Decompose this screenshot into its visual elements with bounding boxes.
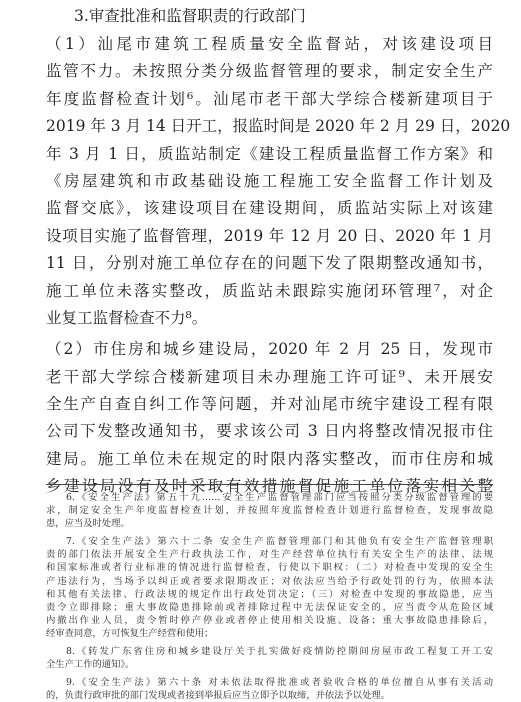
text-line: 乡建设局没有及时采取有效措施督促施工单位落实相关整 (46, 477, 493, 496)
paragraph-2 (46, 336, 493, 500)
footnote-6 (46, 491, 493, 530)
footnote-line: 求，制定安全生产年度监督检查计划，并按照年度监督检查计划进行监督检查，发现事故隐 (46, 505, 493, 517)
footnotes (46, 491, 493, 702)
section-heading: 3.审查批准和监督职责的行政部门 (74, 7, 306, 25)
footnote-line: 和国家标准或者行业标准的情况进行监督检查，行使以下职权：（二）对检查中发现的安全生 (46, 562, 493, 574)
body-text (46, 31, 511, 501)
text-line: （2）市住房和城乡建设局，2020 年 2 月 25 日，发现市 (46, 340, 493, 359)
text-line: 设项目实施了监督管理，2019 年 12 月 20 日、2020 年 1 月 (46, 226, 493, 245)
footnote-divider (46, 484, 493, 485)
text-line: 施工单位未落实整改，质监站未跟踪实施闭环管理⁷，对企 (46, 281, 493, 300)
text-line: 监管不力。未按照分类分级监督管理的要求，制定安全生产 (46, 62, 493, 81)
text-line: 11 日，分别对施工单位存在的问题下发了限期整改通知书， (46, 254, 493, 273)
text-line: 年 3 月 1 日，质监站制定《建设工程质量监督工作方案》和 (46, 144, 493, 163)
paragraph-1 (46, 31, 511, 332)
footnote-9 (46, 676, 493, 702)
text-line: 公司下发整改通知书，要求该公司 3 日内将整改情况报市住 (46, 422, 493, 441)
text-line: 2019 年 3 月 14 日开工，报监时间是 2020 年 2 月 29 日，2020 (46, 117, 511, 136)
footnote-line: 全生产工作的通知》。 (46, 659, 135, 671)
text-line: 建局。施工单位未在规定的时限内落实整改，而市住房和城 (46, 449, 493, 468)
text-line: 监督交底》，该建设项目在建设期间，质监站实际上对该建 (46, 199, 493, 218)
footnote-line: 6.《安全生产法》第五十九……安全生产监督管理部门应当按照分类分级监督管理的要 (66, 492, 493, 503)
text-line: 全生产自查自纠工作等问题，并对汕尾市统宇建设工程有限 (46, 395, 493, 414)
text-line: （1）汕尾市建筑工程质量安全监督站，对该建设项目 (46, 35, 493, 53)
footnote-line: 和其他有关法律、行政法规的规定作出行政处罚决定；（三）对检查中发现的事故隐患，应当 (46, 588, 493, 600)
text-line: 业复工监督检查不力⁸。 (46, 308, 208, 327)
footnote-line: 产违法行为，当场予以纠正或者要求限期改正；对依法应当给予行政处罚的行为，依照本法 (46, 575, 493, 587)
footnote-line: 8.《转发广东省住房和城乡建设厅关于扎实做好疫情防控期间房屋市政工程复工开工安 (66, 646, 493, 658)
text-line: 《房屋建筑和市政基础设施工程施工安全监督工作计划及 (46, 171, 493, 190)
footnote-line: 责的部门依法开展安全生产行政执法工作，对生产经营单位执行有关安全生产的法律、法规 (46, 549, 493, 561)
footnote-8 (46, 645, 493, 671)
footnote-7 (46, 535, 493, 640)
footnote-line: 7.《安全生产法》第六十二条 安全生产监督管理部门和其他负有安全生产监督管理职 (66, 536, 493, 548)
footnote-line: 的，负责行政审批的部门发现或者接到举报后应当立即予以取缔，并依法予以处理。 (46, 690, 390, 702)
footnote-line: 患，应当及时处理。 (46, 518, 130, 530)
footnote-line: 内撤出作业人员，责令暂时停产停业或者停止使用相关设施、设备；重大事故隐患排除后， (46, 614, 493, 626)
footnote-line: 经审查同意，方可恢复生产经营和使用； (46, 627, 214, 639)
footnote-line: 9.《安全生产法》第六十条 对未依法取得批准或者验收合格的单位擅自从事有关活动 (66, 677, 493, 689)
text-line: 年度监督检查计划⁶。汕尾市老干部大学综合楼新建项目于 (46, 89, 493, 108)
footnote-line: 责令立即排除；重大事故隐患排除前或者排除过程中无法保证安全的，应当责令从危险区域 (46, 601, 493, 613)
text-line: 老干部大学综合楼新建项目未办理施工许可证⁹、未开展安 (46, 367, 493, 386)
